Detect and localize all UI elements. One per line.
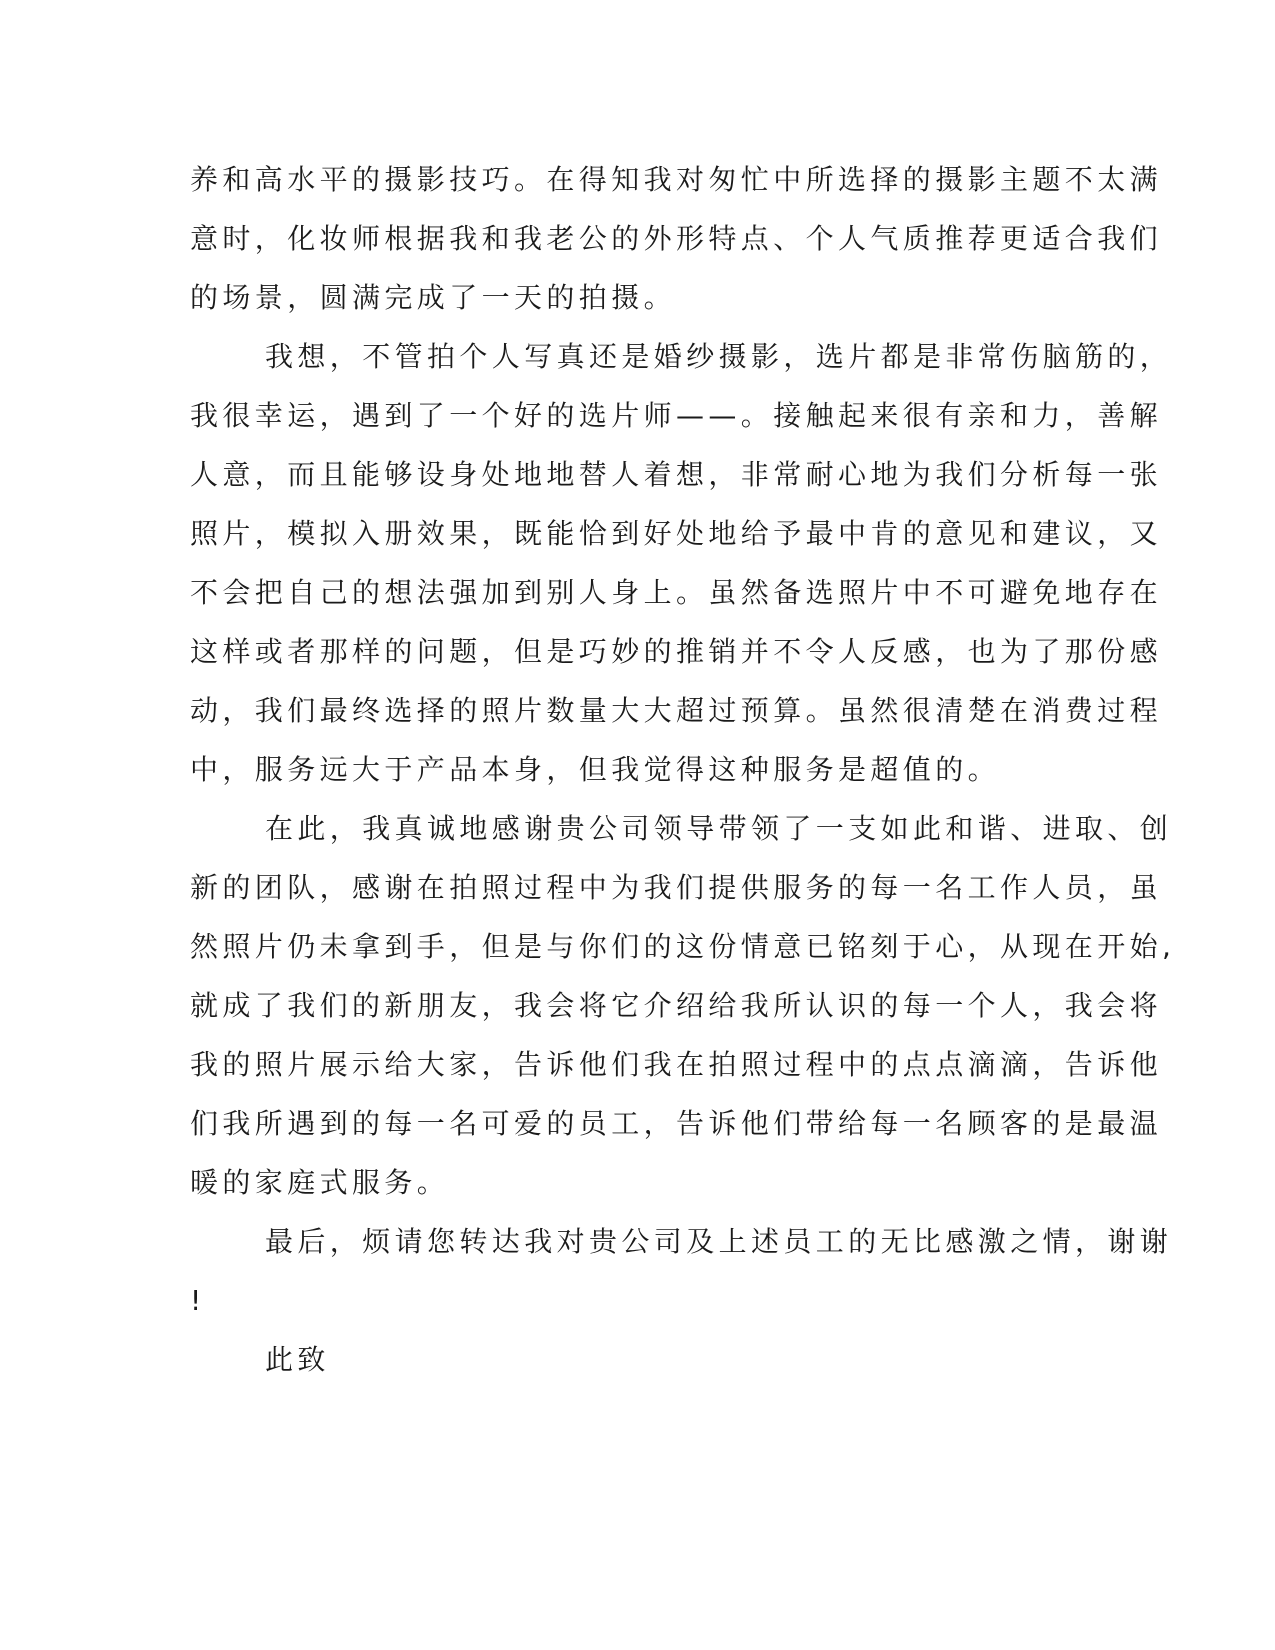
paragraph-2-line-7: 动，我们最终选择的照片数量大大超过预算。虽然很清楚在消费过程 xyxy=(190,694,1163,727)
paragraph-2-line-4: 照片，模拟入册效果，既能恰到好处地给予最中肯的意见和建议，又 xyxy=(190,517,1163,550)
paragraph-4-line-2: ! xyxy=(190,1284,206,1317)
paragraph-3-line-4: 就成了我们的新朋友，我会将它介绍给我所认识的每一个人，我会将 xyxy=(190,989,1163,1022)
paragraph-3-line-2: 新的团队，感谢在拍照过程中为我们提供服务的每一名工作人员，虽 xyxy=(190,871,1163,904)
paragraph-1-line-2: 意时，化妆师根据我和我老公的外形特点、个人气质推荐更适合我们 xyxy=(190,222,1163,255)
paragraph-3-line-6: 们我所遇到的每一名可爱的员工，告诉他们带给每一名顾客的是最温 xyxy=(190,1107,1163,1140)
paragraph-3-line-1: 在此，我真诚地感谢贵公司领导带领了一支如此和谐、进取、创 xyxy=(265,812,1173,845)
paragraph-2-line-5: 不会把自己的想法强加到别人身上。虽然备选照片中不可避免地存在 xyxy=(190,576,1163,609)
closing-salutation: 此致 xyxy=(265,1343,330,1376)
paragraph-2-line-3: 人意，而且能够设身处地地替人着想，非常耐心地为我们分析每一张 xyxy=(190,458,1163,491)
paragraph-3-line-7: 暖的家庭式服务。 xyxy=(190,1166,450,1199)
paragraph-3-line-3: 然照片仍未拿到手，但是与你们的这份情意已铭刻于心，从现在开始, xyxy=(190,930,1176,963)
paragraph-2-line-8: 中，服务远大于产品本身，但我觉得这种服务是超值的。 xyxy=(190,753,1001,786)
paragraph-4-line-1: 最后，烦请您转达我对贵公司及上述员工的无比感激之情，谢谢 xyxy=(265,1225,1173,1258)
paragraph-2-line-2: 我很幸运，遇到了一个好的选片师——。接触起来很有亲和力，善解 xyxy=(190,399,1163,432)
paragraph-1-line-1: 养和高水平的摄影技巧。在得知我对匆忙中所选择的摄影主题不太满 xyxy=(190,163,1163,196)
paragraph-2-line-1: 我想，不管拍个人写真还是婚纱摄影，选片都是非常伤脑筋的， xyxy=(265,340,1173,373)
paragraph-1-line-3: 的场景，圆满完成了一天的拍摄。 xyxy=(190,281,677,314)
paragraph-2-line-6: 这样或者那样的问题，但是巧妙的推销并不令人反感，也为了那份感 xyxy=(190,635,1163,668)
paragraph-3-line-5: 我的照片展示给大家，告诉他们我在拍照过程中的点点滴滴，告诉他 xyxy=(190,1048,1163,1081)
